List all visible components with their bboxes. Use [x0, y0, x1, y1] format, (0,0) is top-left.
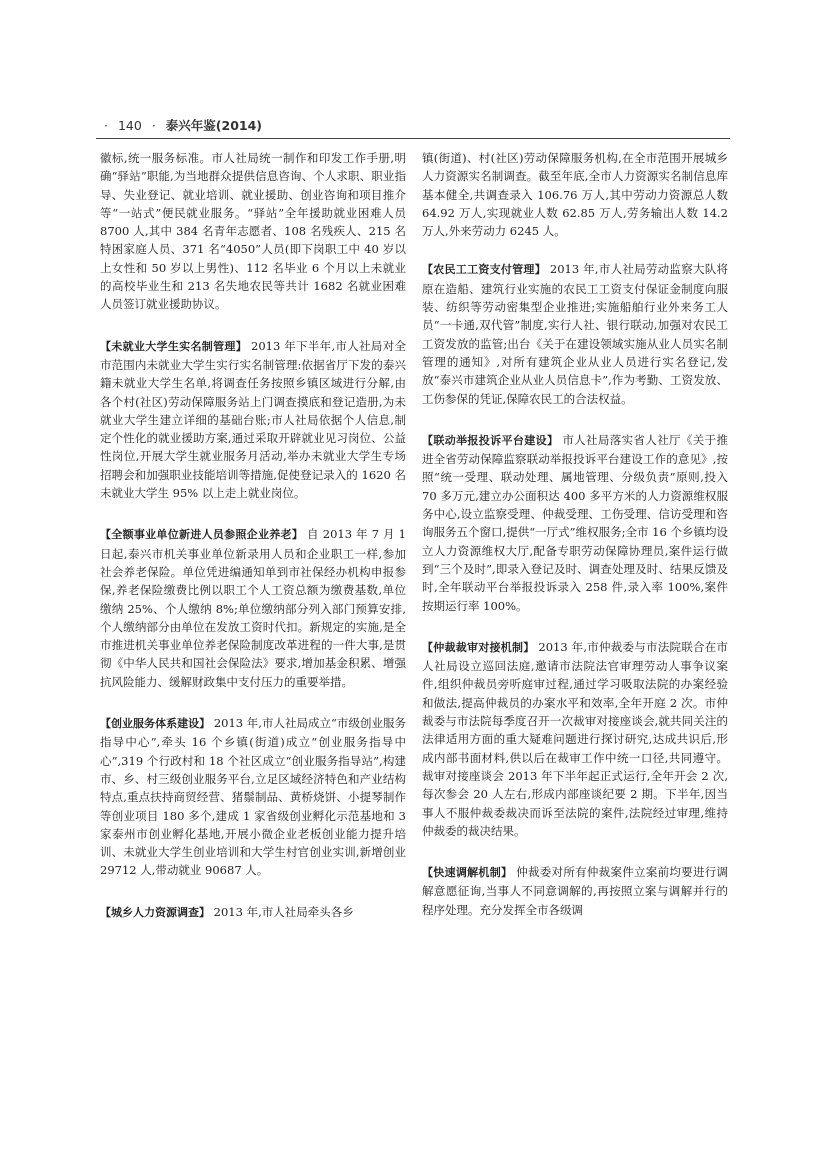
article-body: 2013 年,市人社局牵头各乡 [210, 904, 354, 919]
article-heading: 【未就业大学生实名制管理】 [100, 339, 248, 353]
running-header [104, 116, 724, 136]
article-heading: 【快速调解机制】 [422, 866, 513, 880]
page-number: 140 [117, 118, 142, 133]
article-body: 自 2013 年 7 月 1 日起,泰兴市机关事业单位新录用人员和企业职工一样,参加社会养老保险。单位凭进编通知单到市社保经办机构申报参保,养老保险缴费比例以职工个人工资总额为缴费基数,单位缴纳 25%、个人缴纳 8%;单位缴纳部分列入部门预算安排,个人缴纳部分由单位在发放工资时代扣。新规定的实施,是全市推进机关事业单位养老保险制度改革进程的一件大事,是贯彻《中华人民共和国社会保险法》要求,增加基金积累、增强抗风险能力、缓解财政集中支付压力的重要举措。 [100, 527, 406, 689]
header-rule [96, 138, 730, 139]
article-migrant-wages [422, 260, 728, 407]
article-body: 2013 年,市人社局成立“市级创业服务指导中心”,牵头 16 个乡镇(街道)成立“创业服务指导中心”,319 个行政村和 18 个社区成立“创业服务指导站”,构建市、乡、村三级创业服务平台,立足区域经济特色和产业结构特点,重点扶持商贸经营、猪鬃制品、黄桥烧饼、小提琴制作等创业项目 180 多个,建成 1 家省级创业孵化示范基地和 3 家泰州市创业孵化基地,开展小微企业老板创业能力提升培训、未就业大学生创业培训和大学生村官创业实训,新增创业 29712 人,带动就业 90687 人。 [100, 716, 406, 878]
article-entrepreneurship-service [100, 714, 406, 880]
article-hr-survey [100, 903, 406, 922]
continued-paragraph: 镇(街道)、村(社区)劳动保障服务机构,在全市范围开展城乡人力资源实名制调查。截至年底,全市人力资源实名制信息库基本健全,共调查录入 106.76 万人,其中劳动力资源总人数 64.92 万人,实现就业人数 62.85 万人,劳务输出人数 14.2 万人,外来劳动力 6245 人。 [422, 151, 728, 239]
article-arbitration-court-link [422, 638, 728, 840]
right-column [422, 149, 728, 919]
header-dot: · [151, 118, 156, 133]
article-body: 市人社局落实省人社厅《关于推进全省劳动保障监察联动举报投诉平台建设工作的意见》,按照“统一受理、联动处理、属地管理、分级负责”原则,投入 70 多万元,建立办公面积达 400 多平方米的人力资源维权服务中心,设立监察受理、仲裁受理、工伤受理、信访受理和咨询服务五个窗口,提供“一厅式”维权服务;全市 16 个乡镇均设立人力资源维权大厅,配备专职劳动保障协理员,案件运行做到“三个及时”,即录入登记及时、调查处理及时、结果反馈及时,全年联动平台举报投诉录入 258 件,录入率 100%,案件按期运行率 100%。 [422, 432, 728, 613]
article-body: 2013 年,市人社局劳动监察大队将原在造船、建筑行业实施的农民工工资支付保证金制度向服装、纺织等劳动密集型企业推进;实施船舶行业外来务工人员“一卡通,双代管”制度,实行人社、银行联动,加强对农民工工资发放的监管;出台《关于在建设领域实施从业人员实名制管理的通知》,对所有建筑企业从业人员进行实名登记,发放“泰兴市建筑企业从业人员信息卡”,作为考勤、工资发放、工伤参保的凭证,保障农民工的合法权益。 [422, 262, 729, 406]
article-body: 仲裁委对所有仲裁案件立案前均要进行调解意愿征询,当事人不同意调解的,再按照立案与调解并行的程序处理。充分发挥全市各级调 [422, 865, 729, 917]
article-body: 2013 年,市仲裁委与市法院联合在市人社局设立巡回法庭,邀请市法院法官审理劳动人事争议案件,组织仲裁员旁听庭审过程,通过学习吸取法院的办案经验和做法,提高仲裁员的办案水平和效率,全年开庭 2 次。市仲裁委与市法院每季度召开一次裁审对接座谈会,就共同关注的法律适用方面的重大疑难问题进行探讨研究,达成共识后,形成内部书面材料,供以后在裁审工作中统一口径,共同遵守。裁审对接座谈会 2013 年下半年起正式运行,全年开会 2 次,每次参会 20 人左右,形成内部座谈纪要 2 期。下半年,因当事人不服仲裁委裁决而诉至法院的案件,法院经过审理,维持仲裁委的裁决结果。 [422, 639, 729, 838]
article-untracked-graduates [100, 337, 406, 503]
article-pension-reform [100, 525, 406, 691]
article-body: 2013 年下半年,市人社局对全市范围内未就业大学生实行实名制管理:依据省厅下发的泰兴籍未就业大学生名单,将调查任务按照乡镇区域进行分解,由各个村(社区)劳动保障服务站上门调查摸底和登记造册,为未就业大学生建立详细的基础台账;市人社局依据个人信息,制定个性化的就业援助方案,通过采取开辟就业见习岗位、公益性岗位,开展大学生就业服务月活动,举办未就业大学生专场招聘会和加强职业技能培训等措施,促使登记录入的 1620 名未就业大学生 95% 以上走上就业岗位。 [100, 338, 407, 501]
article-heading: 【联动举报投诉平台建设】 [422, 433, 559, 447]
continued-paragraph: 徽标,统一服务标准。市人社局统一制作和印发工作手册,明确“驿站”职能,为当地群众提供信息咨询、个人求职、职业指导、失业登记、就业培训、就业援助、创业咨询和项目推介等“一站式”便民就业服务。“驿站”全年援助就业困难人员 8700 人,其中 384 名青年志愿者、108 名残疾人、215 名特困家庭人员、371 名“4050”人员(即下岗职工中 40 岁以上女性和 50 岁以上男性)、112 名毕业 6 个月以上未就业的高校毕业生和 213 名失地农民等共计 1682 名就业困难人员签订就业援助协议。 [100, 151, 406, 312]
article-heading: 【创业服务体系建设】 [100, 717, 211, 731]
left-column [100, 149, 406, 922]
article-quick-mediation [422, 863, 728, 919]
article-complaint-platform [422, 431, 728, 615]
article-heading: 【农民工工资支付管理】 [422, 263, 546, 277]
article-heading: 【仲裁裁审对接机制】 [422, 640, 535, 654]
header-dot: · [104, 118, 108, 133]
article-heading: 【城乡人力资源调查】 [100, 905, 210, 919]
article-heading: 【全额事业单位新进人员参照企业养老】 [100, 528, 304, 542]
book-title: 泰兴年鉴(2014) [165, 118, 262, 133]
